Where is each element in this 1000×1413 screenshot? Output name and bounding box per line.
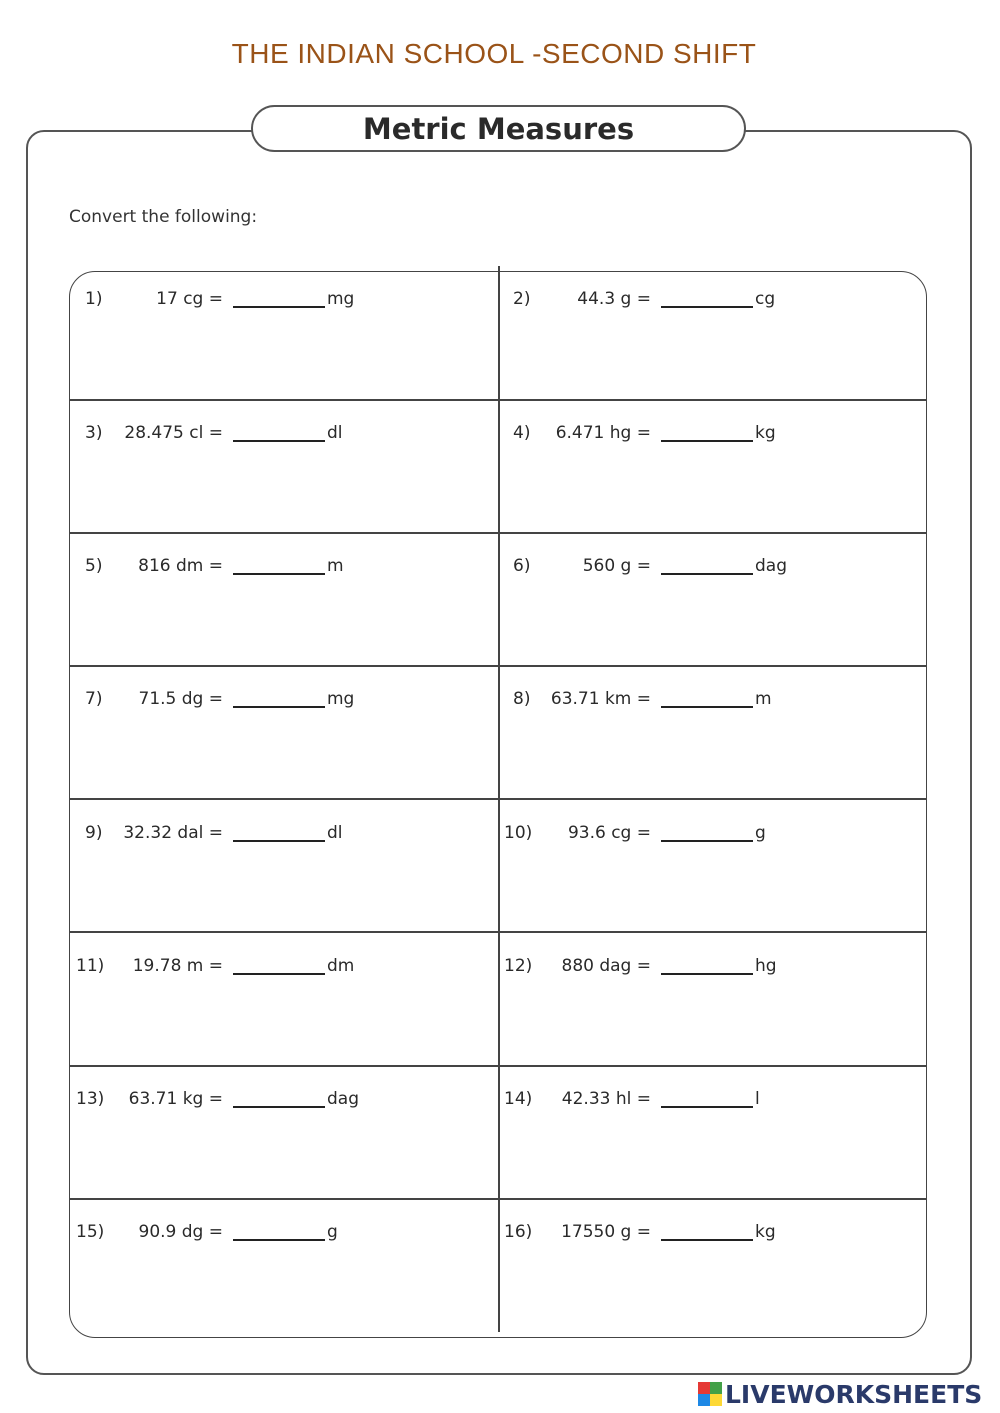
answer-unit: dag bbox=[327, 1089, 359, 1109]
problem-expression: 17 cg = bbox=[156, 289, 223, 309]
school-name: THE INDIAN SCHOOL -SECOND SHIFT bbox=[231, 38, 757, 69]
problem-expression: 93.6 cg = bbox=[567, 823, 651, 843]
problem-number: 9) bbox=[85, 823, 103, 843]
problem-expression: 816 dm = bbox=[138, 556, 223, 576]
answer-blank[interactable] bbox=[661, 573, 753, 575]
problem-number: 8) bbox=[513, 689, 531, 709]
problem-expression: 560 g = bbox=[582, 556, 651, 576]
grid-row-divider bbox=[69, 798, 927, 800]
answer-unit: hg bbox=[755, 956, 777, 976]
answer-unit: g bbox=[327, 1222, 338, 1242]
problem-6 bbox=[504, 554, 804, 578]
answer-unit: mg bbox=[327, 689, 355, 709]
grid-row-divider bbox=[69, 665, 927, 667]
problem-15 bbox=[76, 1220, 376, 1244]
answer-unit: m bbox=[327, 556, 344, 576]
logo-square-blue bbox=[698, 1394, 710, 1406]
instructions: Convert the following: bbox=[69, 207, 258, 227]
problem-number: 1) bbox=[85, 289, 103, 309]
answer-blank[interactable] bbox=[233, 306, 325, 308]
problem-number: 11) bbox=[76, 956, 105, 976]
grid-row-divider bbox=[69, 1065, 927, 1067]
problem-expression: 44.3 g = bbox=[577, 289, 651, 309]
answer-blank[interactable] bbox=[661, 706, 753, 708]
grid-row-divider bbox=[69, 931, 927, 933]
problem-expression: 90.9 dg = bbox=[138, 1222, 223, 1242]
answer-unit: m bbox=[755, 689, 772, 709]
answer-blank[interactable] bbox=[233, 706, 325, 708]
problem-13 bbox=[76, 1087, 376, 1111]
grid-row-divider bbox=[69, 532, 927, 534]
problem-number: 10) bbox=[504, 823, 533, 843]
answer-blank[interactable] bbox=[661, 973, 753, 975]
grid-row-divider bbox=[69, 399, 927, 401]
problem-expression: 63.71 kg = bbox=[128, 1089, 223, 1109]
problem-12 bbox=[504, 954, 804, 978]
problem-expression: 63.71 km = bbox=[550, 689, 651, 709]
answer-unit: dm bbox=[327, 956, 355, 976]
answer-unit: dl bbox=[327, 423, 343, 443]
problem-number: 3) bbox=[85, 423, 103, 443]
problem-expression: 71.5 dg = bbox=[138, 689, 223, 709]
answer-unit: l bbox=[755, 1089, 760, 1109]
problem-number: 5) bbox=[85, 556, 103, 576]
problem-5 bbox=[76, 554, 376, 578]
problem-number: 15) bbox=[76, 1222, 105, 1242]
grid-row-divider bbox=[69, 1198, 927, 1200]
problem-10 bbox=[504, 821, 804, 845]
logo-square-red bbox=[698, 1382, 710, 1394]
liveworksheets-mark-icon bbox=[698, 1382, 722, 1406]
problem-expression: 32.32 dal = bbox=[123, 823, 223, 843]
problem-number: 13) bbox=[76, 1089, 105, 1109]
problem-expression: 19.78 m = bbox=[132, 956, 223, 976]
problem-number: 14) bbox=[504, 1089, 533, 1109]
problem-16 bbox=[504, 1220, 804, 1244]
answer-blank[interactable] bbox=[661, 840, 753, 842]
answer-unit: dl bbox=[327, 823, 343, 843]
problem-number: 4) bbox=[513, 423, 531, 443]
problem-7 bbox=[76, 687, 376, 711]
problem-1 bbox=[76, 287, 376, 311]
problem-14 bbox=[504, 1087, 804, 1111]
answer-unit: mg bbox=[327, 289, 355, 309]
answer-blank[interactable] bbox=[233, 1106, 325, 1108]
answer-unit: dag bbox=[755, 556, 787, 576]
problem-11 bbox=[76, 954, 376, 978]
answer-blank[interactable] bbox=[233, 440, 325, 442]
liveworksheets-logo-text: LIVEWORKSHEETS bbox=[725, 1379, 983, 1409]
answer-blank[interactable] bbox=[661, 440, 753, 442]
problem-expression: 42.33 hl = bbox=[561, 1089, 651, 1109]
answer-unit: kg bbox=[755, 1222, 776, 1242]
answer-unit: kg bbox=[755, 423, 776, 443]
problem-expression: 6.471 hg = bbox=[555, 423, 651, 443]
answer-blank[interactable] bbox=[233, 840, 325, 842]
liveworksheets-logo[interactable] bbox=[698, 1379, 982, 1409]
problem-expression: 880 dag = bbox=[561, 956, 651, 976]
logo-square-yellow bbox=[710, 1394, 722, 1406]
answer-blank[interactable] bbox=[661, 1239, 753, 1241]
problem-4 bbox=[504, 421, 804, 445]
answer-unit: cg bbox=[755, 289, 776, 309]
worksheet-title: Metric Measures bbox=[251, 105, 746, 152]
answer-blank[interactable] bbox=[661, 306, 753, 308]
answer-blank[interactable] bbox=[233, 573, 325, 575]
answer-blank[interactable] bbox=[233, 1239, 325, 1241]
problem-expression: 17550 g = bbox=[561, 1222, 651, 1242]
problem-number: 12) bbox=[504, 956, 533, 976]
problem-number: 16) bbox=[504, 1222, 533, 1242]
problem-3 bbox=[76, 421, 376, 445]
answer-blank[interactable] bbox=[661, 1106, 753, 1108]
problem-2 bbox=[504, 287, 804, 311]
problem-8 bbox=[504, 687, 804, 711]
problem-number: 2) bbox=[513, 289, 531, 309]
problem-9 bbox=[76, 821, 376, 845]
problem-number: 7) bbox=[85, 689, 103, 709]
answer-unit: g bbox=[755, 823, 766, 843]
answer-blank[interactable] bbox=[233, 973, 325, 975]
problem-number: 6) bbox=[513, 556, 531, 576]
problem-expression: 28.475 cl = bbox=[124, 423, 223, 443]
logo-square-green bbox=[710, 1382, 722, 1394]
